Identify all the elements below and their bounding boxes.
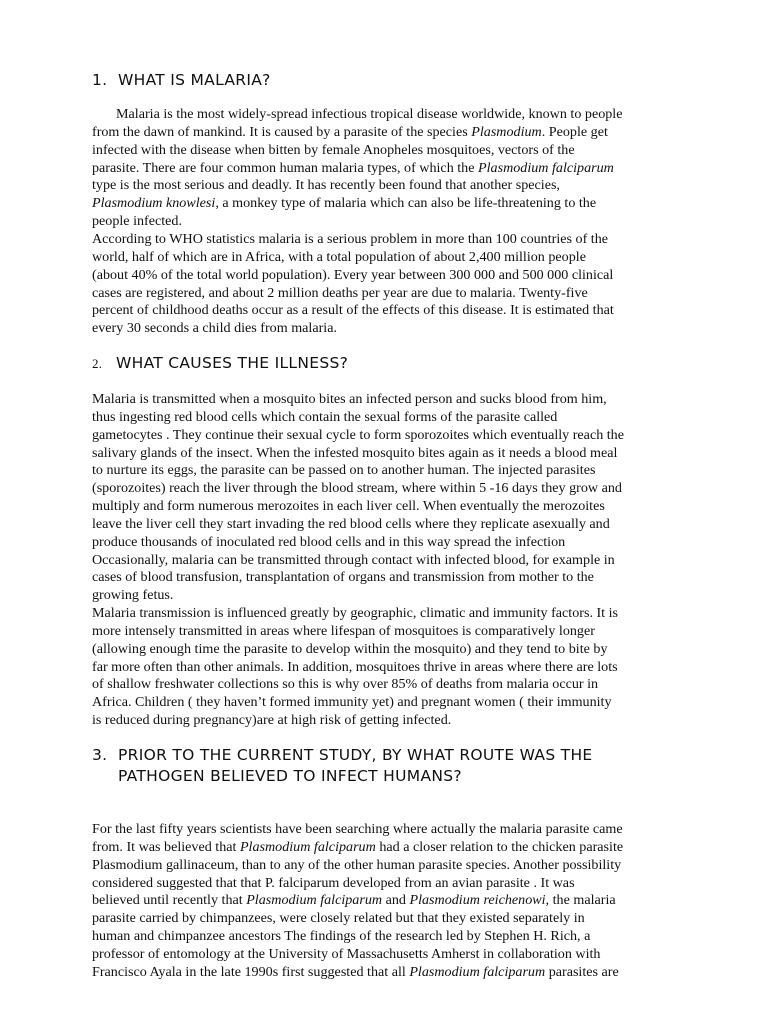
italic-term: Plasmodium falciparum	[409, 963, 546, 980]
text-line: from. It was believed that Plasmodium falciparum had a closer relation to the chicken parasite	[92, 838, 624, 855]
section-2-paragraph-2	[92, 605, 677, 730]
text-line: For the last fifty years scientists have been searching where actually the malaria parasite came	[92, 821, 623, 837]
text-line: (about 40% of the total world population). Every year between 300 000 and 500 000 clinical	[92, 266, 614, 283]
text-line: leave the liver cell they start invading the red blood cells where they replicate asexually and	[92, 515, 610, 532]
text-line: cases are registered, and about 2 million deaths per year are due to malaria. Twenty-five	[92, 284, 588, 301]
text-line: of shallow freshwater collections so this is why over 85% of deaths from malaria occur in	[92, 676, 599, 693]
text-line: Francisco Ayala in the late 1990s first suggested that all Plasmodium falciparum parasites are	[92, 963, 619, 980]
text-line: parasite. There are four common human malaria types, of which the Plasmodium falciparum	[92, 159, 614, 176]
text-line: parasite carried by chimpanzees, were closely related but that they existed separately in	[92, 910, 585, 927]
text-line: salivary glands of the insect. When the infested mosquito bites again as it needs a blood meal	[92, 444, 618, 461]
text-line: type is the most serious and deadly. It has recently been found that another species,	[92, 177, 560, 194]
text-line: growing fetus.	[92, 587, 174, 604]
text-line: infected with the disease when bitten by female Anopheles mosquitoes, vectors of the	[92, 141, 575, 158]
section-3-title-line-1: PRIOR TO THE CURRENT STUDY, BY WHAT ROUTE WAS THE	[118, 746, 593, 764]
text-line: produce thousands of inoculated red blood cells and in this way spread the infection	[92, 533, 566, 550]
section-3-paragraph-1	[92, 821, 677, 982]
text-line: Malaria transmission is influenced greatly by geographic, climatic and immunity factors. It is	[92, 605, 619, 621]
italic-term: Plasmodium reichenowi,	[409, 892, 550, 909]
section-3-number: 3.	[92, 746, 108, 764]
section-1-paragraph-1	[92, 106, 677, 231]
section-3-heading	[92, 745, 682, 787]
text-line: to nurture its eggs, the parasite can be passed on to another human. The injected parasites	[92, 462, 596, 479]
text-line: Occasionally, malaria can be transmitted through contact with infected blood, for example in	[92, 551, 615, 568]
text-line: gametocytes . They continue their sexual cycle to form sporozoites which eventually reach the	[92, 426, 624, 443]
text-line: (sporozoites) reach the liver through the blood stream, where within 5 -16 days they grow and	[92, 480, 622, 497]
italic-term: Plasmodium	[471, 123, 542, 140]
text-line: considered suggested that that P. falciparum developed from an avian parasite . It was	[92, 874, 575, 891]
section-3-title-line-2: PATHOGEN BELIEVED TO INFECT HUMANS?	[118, 767, 462, 785]
text-line: from the dawn of mankind. It is caused by a parasite of the species Plasmodium. People get	[92, 123, 608, 140]
section-1-paragraph-2	[92, 231, 677, 338]
text-line: According to WHO statistics malaria is a serious problem in more than 100 countries of the	[92, 231, 608, 247]
section-2-title: WHAT CAUSES THE ILLNESS?	[116, 354, 349, 372]
text-line: (allowing enough time the parasite to develop within the mosquito) and they tend to bite by	[92, 640, 608, 657]
section-2-paragraph-1	[92, 391, 677, 605]
text-line: people infected.	[92, 213, 182, 230]
section-2-heading	[92, 353, 682, 374]
text-line: cases of blood transfusion, transplantation of organs and transmission from mother to the	[92, 569, 594, 586]
text-line: Plasmodium knowlesi, a monkey type of malaria which can also be life-threatening to the	[92, 195, 597, 212]
text-line: world, half of which are in Africa, with a total population of about 2,400 million people	[92, 248, 586, 265]
section-2-number: 2.	[92, 356, 103, 371]
text-line: Plasmodium gallinaceum, than to any of the other human parasite species. Another possibility	[92, 856, 622, 873]
text-line: Africa. Children ( they haven’t formed immunity yet) and pregnant women ( their immunity	[92, 694, 612, 711]
italic-term: Plasmodium falciparum	[246, 892, 383, 909]
italic-term: Plasmodium knowlesi	[92, 195, 216, 212]
text-line: Malaria is the most widely-spread infectious tropical disease worldwide, known to people	[116, 106, 623, 122]
text-line: thus ingesting red blood cells which contain the sexual forms of the parasite called	[92, 408, 558, 425]
section-1-number: 1.	[92, 71, 108, 89]
section-1-title: WHAT IS MALARIA?	[118, 71, 271, 89]
text-line: more intensely transmitted in areas where lifespan of mosquitoes is comparatively longer	[92, 622, 595, 639]
text-line: believed until recently that Plasmodium falciparum and Plasmodium reichenowi, the malaria	[92, 892, 616, 909]
text-line: Malaria is transmitted when a mosquito bites an infected person and sucks blood from him,	[92, 391, 607, 407]
text-line: percent of childhood deaths occur as a result of the effects of this disease. It is estimated that	[92, 302, 614, 319]
text-line: multiply and form numerous merozoites in each liver cell. When eventually the merozoites	[92, 498, 605, 515]
text-line: is reduced during pregnancy)are at high risk of getting infected.	[92, 712, 452, 729]
italic-term: Plasmodium falciparum	[478, 159, 614, 176]
text-line: human and chimpanzee ancestors The findings of the research led by Stephen H. Rich, a	[92, 928, 591, 945]
text-line: every 30 seconds a child dies from malaria.	[92, 320, 337, 337]
italic-term: Plasmodium falciparum	[239, 838, 376, 855]
text-line: professor of entomology at the University of Massachusetts Amherst in collaboration with	[92, 945, 601, 962]
text-line: far more often than other animals. In addition, mosquitoes thrive in areas where there are lots	[92, 658, 618, 675]
section-1-heading	[92, 70, 682, 91]
